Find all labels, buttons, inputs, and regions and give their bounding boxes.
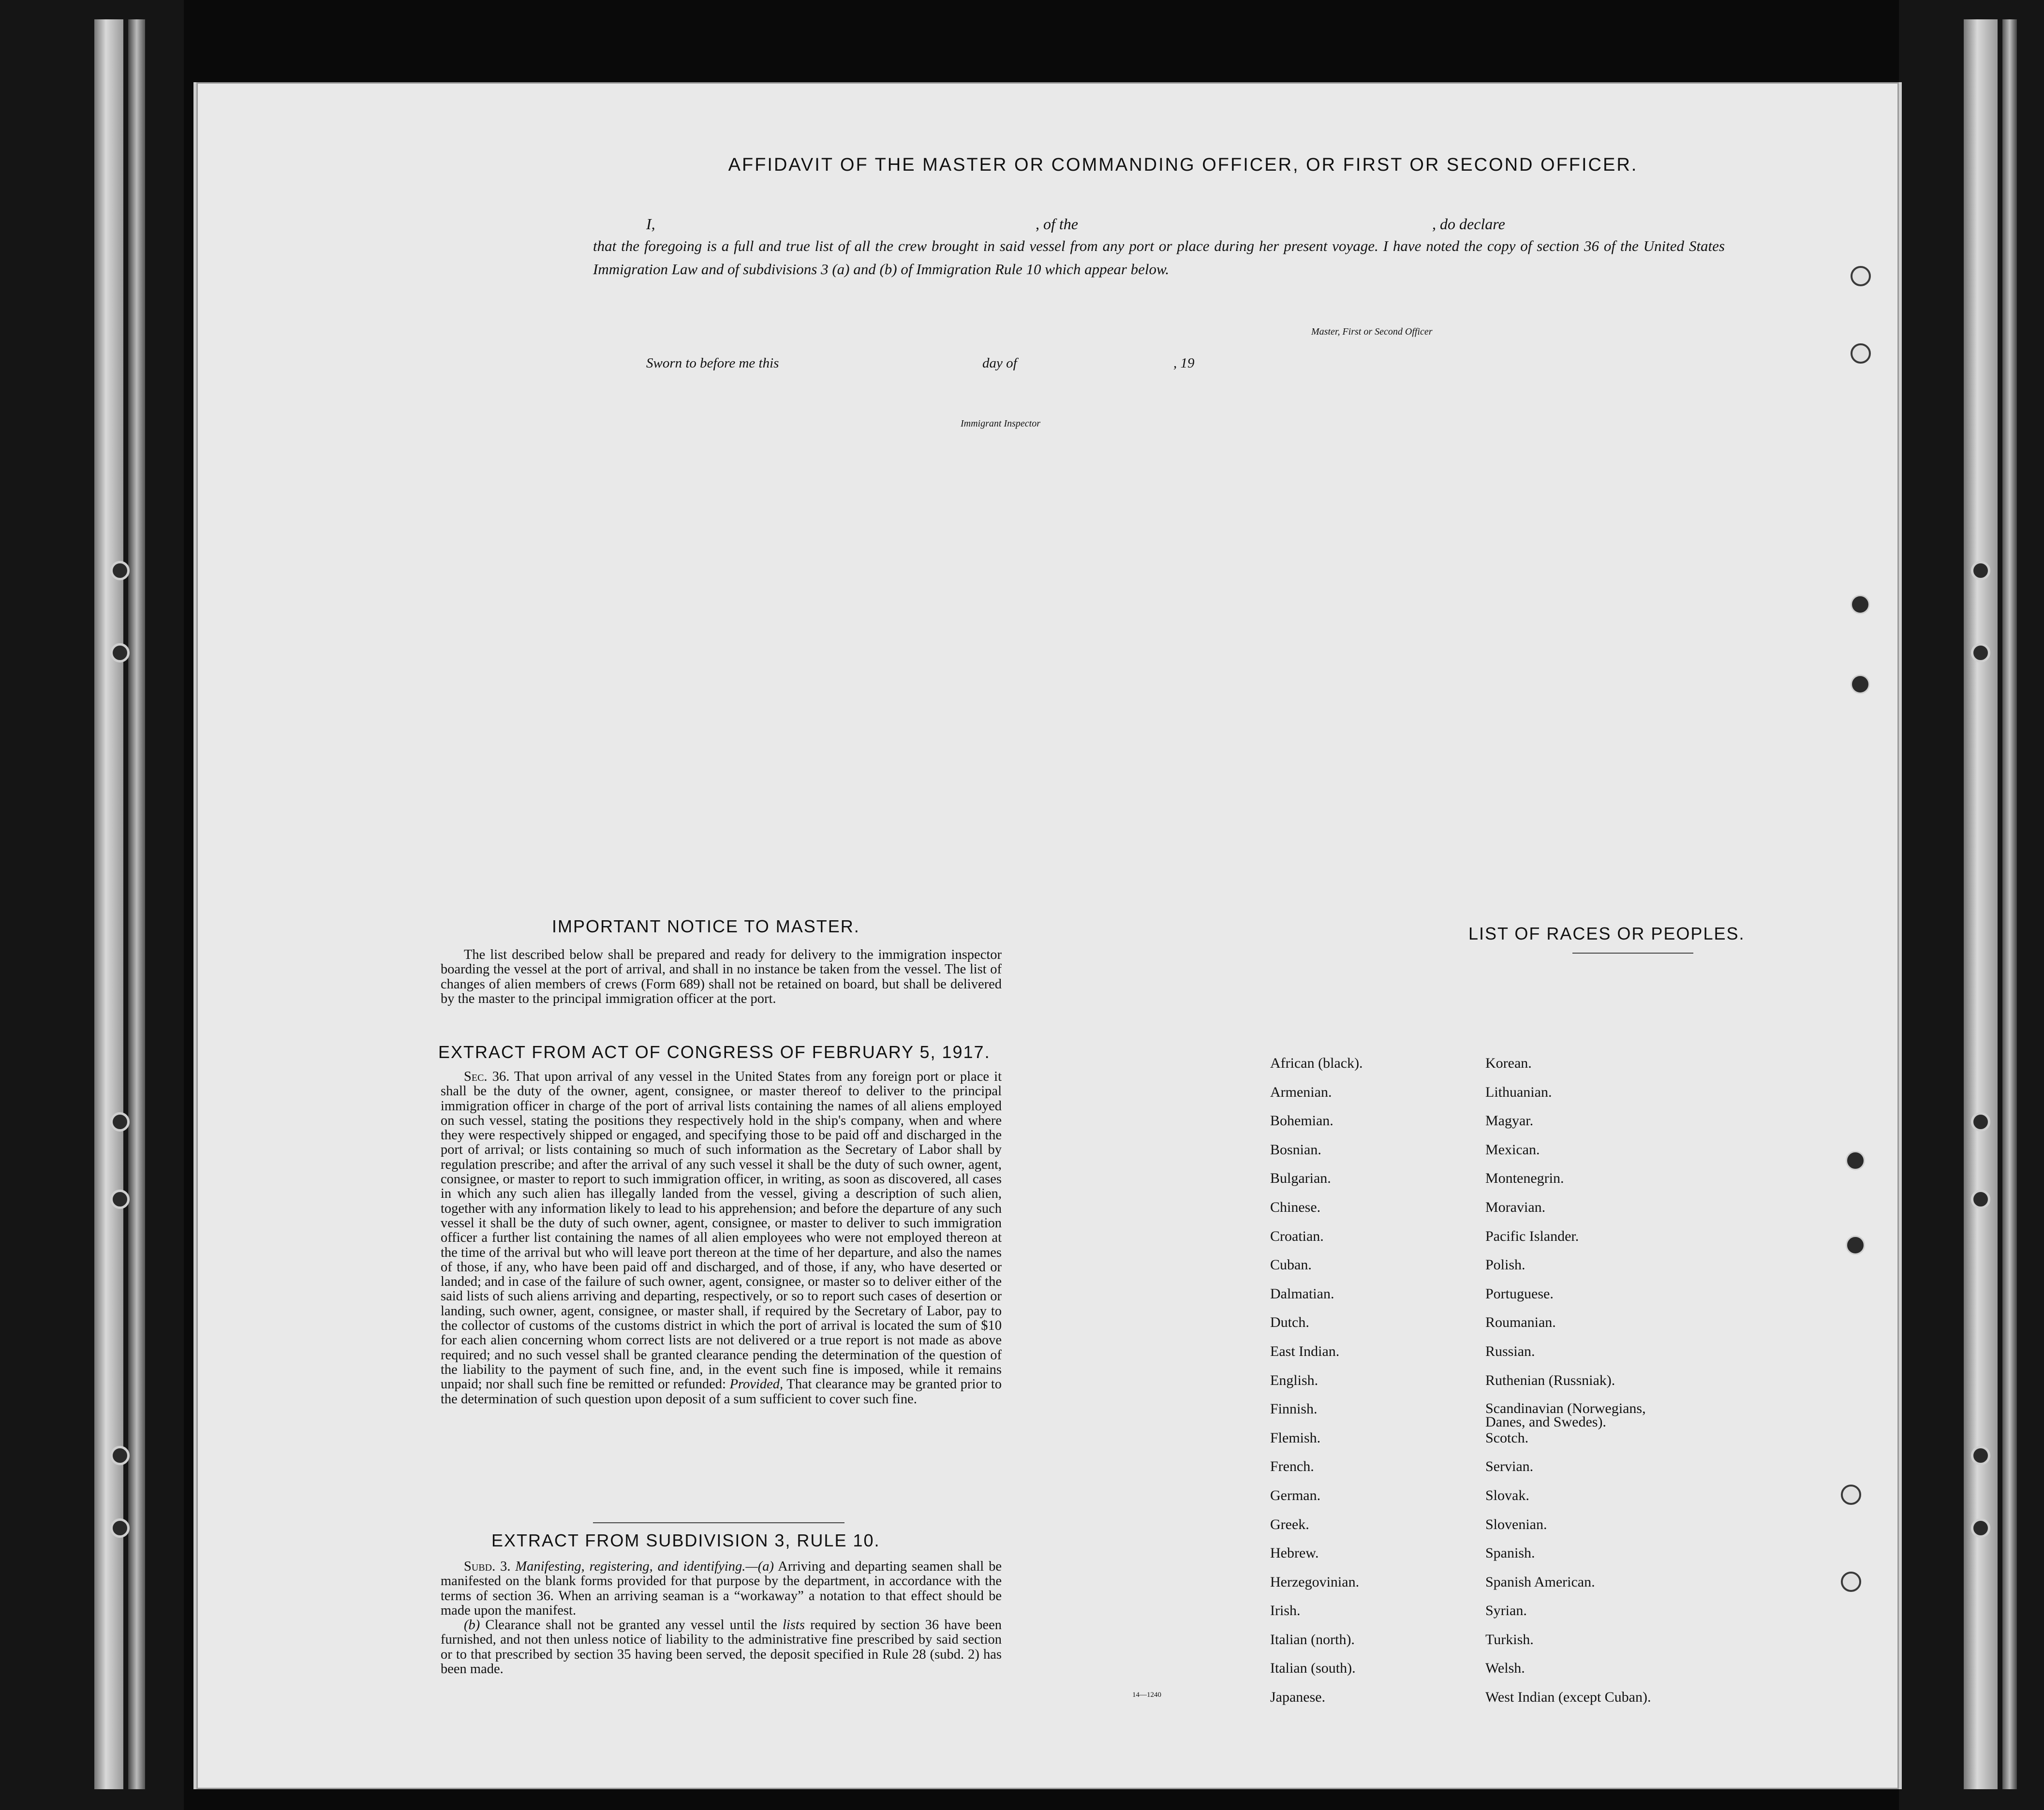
section-36-text: That upon arrival of any vessel in the United States from any foreign port or place it shall be the duty of the owner, agent, consignee, or master thereof to deliver to the principal immigration officer in charge of the port of arrival lists containing the names of all aliens employed on such vessel, stating the positions they respectively hold in the ship's company, when and where they were respectively shipped or engaged, and specifying those to be paid off and discharged in the port of arrival; or lists containing so much of such information as the Secretary of Labor shall by regulation prescribe; and after the arrival of any such vessel it shall be the duty of such owner, agent, consignee, or master to report to such immigration officer, in writing, as soon as discovered, all cases in which any such alien has illegally landed from the vessel, giving a description of such alien, together with any information likely to lead to his apprehension; and before the departure of any such vessel it shall be the duty of such owner, agent, consignee, or master to deliver to such immigration officer a further list containing the names of all alien employees who were not employed thereon at the time of the arrival but who will leave port thereon at the time of her departure, and also the names of those, if any, who have been paid off and discharged, and of those, if any, who have deserted or landed; and in case of the failure of such owner, agent, consignee, or master so to deliver either of the said lists of such aliens arriving and departing, respectively, or so to report such cases of desertion or landing, such owner, agent, consignee, or master shall, if required by the Secretary of Labor, pay to the collector of customs of the customs district in which the port of arrival is located the sum of $10 for each alien concerning whom correct lists are not delivered or a true report is not made as above required; and no such vessel shall be granted clearance pending the determination of the question of the liability to the payment of such fine, and, in the event such fine is imposed, while it remains unpaid; nor shall such fine be remitted or refunded: — [441, 1069, 1002, 1392]
race-item: Montenegrin. — [1485, 1170, 1564, 1187]
race-item: Bosnian. — [1270, 1141, 1321, 1158]
subdivision-b-label: (b) — [464, 1618, 480, 1633]
race-item: Moravian. — [1485, 1199, 1546, 1215]
race-item: Roumanian. — [1485, 1314, 1556, 1331]
sworn-text: Sworn to before me this — [646, 355, 779, 371]
race-item: Pacific Islander. — [1485, 1228, 1579, 1244]
race-item: Armenian. — [1270, 1084, 1332, 1100]
race-item: Turkish. — [1485, 1631, 1534, 1648]
binder-ring-icon — [1971, 1112, 1990, 1132]
race-item: Herzegovinian. — [1270, 1574, 1360, 1590]
affidavit-of-the: , of the — [1036, 215, 1078, 233]
document-page — [193, 82, 1902, 1789]
race-item: West Indian (except Cuban). — [1485, 1689, 1651, 1706]
binder-ring-icon — [1971, 1446, 1990, 1465]
punch-hole-icon — [1851, 675, 1870, 694]
race-item: German. — [1270, 1487, 1321, 1503]
form-number: 14—1240 — [1132, 1691, 1161, 1699]
affidavit-title: AFFIDAVIT OF THE MASTER OR COMMANDING OFFICER, OR FIRST OR SECOND OFFICER. — [728, 155, 1638, 175]
race-item: Bohemian. — [1270, 1113, 1333, 1129]
inspector-caption: Immigrant Inspector — [961, 418, 1040, 429]
binder-ring-icon — [110, 1518, 130, 1538]
divider — [593, 1522, 844, 1523]
binder-ring-icon — [1971, 643, 1990, 662]
race-item: Ruthenian (Russniak). — [1485, 1372, 1615, 1388]
race-item: Welsh. — [1485, 1660, 1525, 1677]
race-item: Slovenian. — [1485, 1516, 1547, 1532]
subdivision-b — [441, 1618, 1002, 1677]
race-item: Hebrew. — [1270, 1545, 1319, 1561]
subdivision-b-text-1: Clearance shall not be granted any vessel until the — [485, 1618, 777, 1633]
day-of: day of — [982, 355, 1017, 371]
race-item: Dalmatian. — [1270, 1285, 1334, 1302]
race-item: Cuban. — [1270, 1257, 1312, 1273]
race-item: Bulgarian. — [1270, 1170, 1331, 1187]
race-item: Finnish. — [1270, 1401, 1318, 1417]
subdivision-b-lists: lists — [782, 1618, 805, 1633]
extract-rule-title: EXTRACT FROM SUBDIVISION 3, RULE 10. — [491, 1530, 880, 1550]
affidavit-statement: that the foregoing is a full and true list of all the crew brought in said vessel from any port or place during her present voyage. I have noted the copy of section 36 of the United States Immigration Law and of subdivisions 3 (a) and (b) of Immigration Rule 10 which appear below. — [593, 237, 1725, 278]
race-item: Italian (south). — [1270, 1660, 1356, 1677]
proviso-text: That clearance may be granted prior to the determination of such question upon deposit of a sum sufficient to cover such fine. — [441, 1377, 1002, 1407]
binder-strip — [2002, 19, 2017, 1789]
extract-rule-body — [441, 1560, 1002, 1677]
punch-hole-icon — [1851, 266, 1871, 286]
section-36-paragraph — [441, 1070, 1002, 1407]
race-item: Greek. — [1270, 1516, 1309, 1532]
signature-caption: Master, First or Second Officer — [1311, 326, 1433, 337]
race-item: Syrian. — [1485, 1603, 1527, 1619]
punch-hole-icon — [1841, 1572, 1861, 1592]
race-item: Lithuanian. — [1485, 1084, 1552, 1100]
subdivision-label: Subd. 3. — [464, 1559, 511, 1574]
affidavit-do-declare: , do declare — [1432, 215, 1505, 233]
race-item: Polish. — [1485, 1257, 1526, 1273]
race-item: Croatian. — [1270, 1228, 1324, 1244]
race-item: Servian. — [1485, 1458, 1534, 1475]
notice-title: IMPORTANT NOTICE TO MASTER. — [552, 916, 860, 936]
race-item: Italian (north). — [1270, 1631, 1355, 1648]
binder-ring-icon — [1971, 1518, 1990, 1538]
binder-ring-icon — [110, 643, 130, 662]
race-item: Slovak. — [1485, 1487, 1529, 1503]
race-item: Korean. — [1485, 1055, 1532, 1071]
race-item: French. — [1270, 1458, 1314, 1475]
race-item: East Indian. — [1270, 1343, 1340, 1359]
subdivision-a — [441, 1560, 1002, 1618]
binder-strip — [128, 19, 145, 1789]
race-item: Mexican. — [1485, 1141, 1540, 1158]
binder-ring-icon — [110, 1446, 130, 1465]
punch-hole-icon — [1846, 1151, 1865, 1170]
race-item: Dutch. — [1270, 1314, 1309, 1331]
punch-hole-icon — [1841, 1485, 1861, 1505]
race-item: African (black). — [1270, 1055, 1363, 1071]
subdivision-b-text-2: required by section 36 have been furnished, and not then unless notice of liability to the administrative fine prescribed by said section or to that prescribed by section 35 having been served, the deposit specified in Rule 28 (subd. 2) has been made. — [441, 1618, 1002, 1677]
race-item: Scotch. — [1485, 1429, 1529, 1446]
races-column-2 — [1485, 1056, 1689, 1719]
divider — [1572, 953, 1693, 954]
binder-ring-icon — [110, 561, 130, 580]
notice-text — [441, 948, 1002, 1006]
race-item: Spanish American. — [1485, 1574, 1595, 1590]
extract-act-title: EXTRACT FROM ACT OF CONGRESS OF FEBRUARY 5, 1917. — [438, 1042, 991, 1062]
extract-act-body — [441, 1070, 1002, 1407]
race-item: Scandinavian (Norwegians, Danes, and Swedes). — [1485, 1400, 1646, 1430]
race-item: Magyar. — [1485, 1113, 1534, 1129]
notice-paragraph: The list described below shall be prepared and ready for delivery to the immigration inspector boarding the vessel at the port of arrival, and shall in no instance be taken from the vessel. The list of changes of alien members of crews (Form 689) shall not be retained on board, but shall be delivered by the master to the principal immigration officer at the port. — [441, 947, 1002, 1006]
proviso-word: Provided, — [729, 1377, 784, 1392]
binder-ring-icon — [110, 1190, 130, 1209]
punch-hole-icon — [1851, 343, 1871, 364]
race-item: Portuguese. — [1485, 1285, 1554, 1302]
race-item: Flemish. — [1270, 1429, 1321, 1446]
race-item: Irish. — [1270, 1603, 1301, 1619]
race-item: Chinese. — [1270, 1199, 1321, 1215]
binder-ring-icon — [1971, 561, 1990, 580]
binder-left — [0, 0, 184, 1810]
year-prefix: , 19 — [1173, 355, 1195, 371]
punch-hole-icon — [1851, 595, 1870, 614]
punch-hole-icon — [1846, 1236, 1865, 1255]
binder-ring-icon — [1971, 1190, 1990, 1209]
subdivision-heading: Manifesting, registering, and identifying.—(a) — [515, 1559, 774, 1574]
races-column-1 — [1270, 1056, 1363, 1719]
race-item: Russian. — [1485, 1343, 1535, 1359]
race-item: Japanese. — [1270, 1689, 1326, 1706]
race-item: Spanish. — [1485, 1545, 1535, 1561]
binder-ring-icon — [110, 1112, 130, 1132]
subdivision-a-text: Arriving and departing seamen shall be manifested on the blank forms provided for that purpose by the department, in accordance with the terms of section 36. When an arriving seaman is a “workaway” a notation to that effect should be made upon the manifest. — [441, 1559, 1002, 1618]
race-item: English. — [1270, 1372, 1318, 1388]
races-title: LIST OF RACES OR PEOPLES. — [1468, 924, 1745, 943]
affidavit-i: I, — [646, 215, 655, 233]
section-label: Sec. 36. — [464, 1069, 510, 1084]
